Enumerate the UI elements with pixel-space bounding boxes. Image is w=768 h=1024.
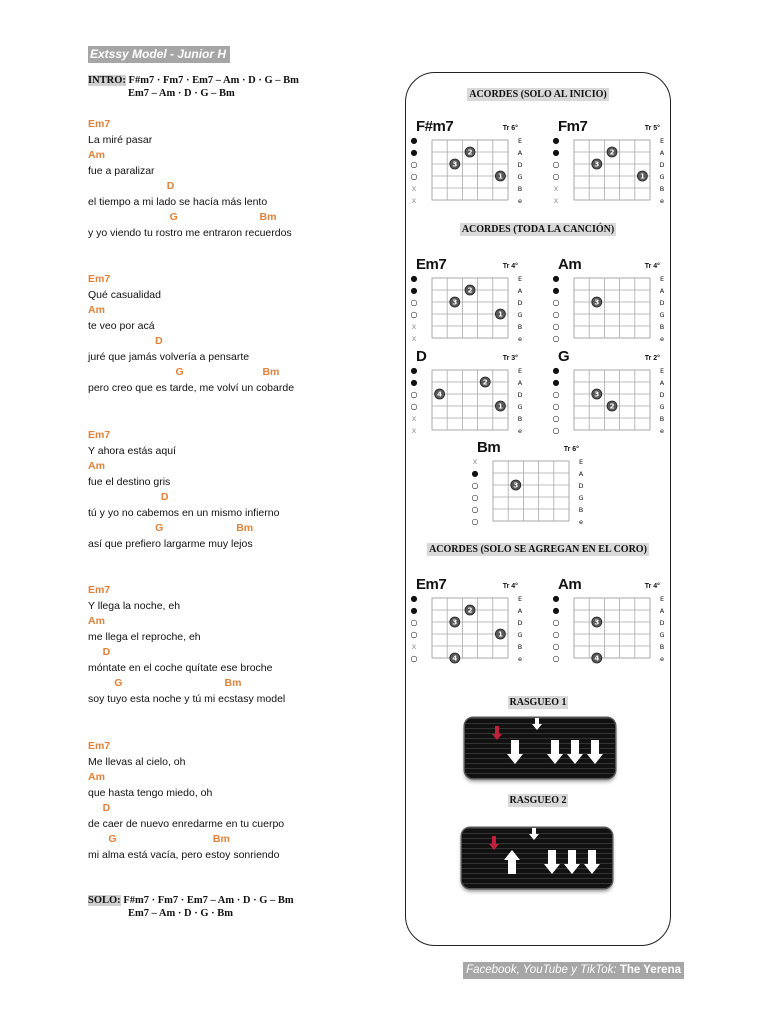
chord-fret-position: Tr 6° (502, 125, 518, 132)
lyric-line: soy tuyo esta noche y tú mi ecstasy model (88, 692, 286, 705)
string-name: e (518, 197, 522, 205)
string-status: ○ (552, 298, 560, 307)
chord-name: Am (558, 256, 582, 273)
string-status: ○ (552, 654, 560, 663)
chord-fret-position: Tr 2° (644, 355, 660, 362)
intro-line-2: Em7 – Am · D · G – Bm (128, 88, 235, 99)
verse-3 (88, 428, 279, 552)
section-title-chorus: ACORDES (SOLO SE AGREGAN EN EL CORO) (429, 544, 647, 555)
chord-name: Am (558, 576, 582, 593)
chord-label: Em7 (88, 273, 111, 285)
chord-name: Fm7 (558, 118, 588, 135)
finger-number: 1 (497, 310, 503, 319)
finger-number: 3 (594, 618, 600, 627)
strum-pattern-2 (462, 828, 612, 888)
lyric-line: Qué casualidad (88, 288, 161, 301)
string-name: G (659, 173, 665, 181)
string-status: ● (410, 366, 418, 375)
string-name: B (578, 506, 584, 514)
string-name: B (659, 323, 665, 331)
string-status: ○ (471, 481, 479, 490)
string-name: G (578, 494, 584, 502)
down-strum-arrow-icon (587, 740, 603, 764)
string-name: B (659, 185, 665, 193)
string-status: ○ (552, 630, 560, 639)
intro-line-1: F#m7 · Fm7 · Em7 – Am · D · G – Bm (125, 75, 299, 86)
string-name: B (517, 323, 523, 331)
string-name: D (659, 299, 665, 307)
down-strum-arrow-icon (547, 740, 563, 764)
lyric-line: pero creo que es tarde, me volví un cobarde (88, 381, 295, 394)
string-status: ● (410, 136, 418, 145)
string-name: E (517, 595, 523, 603)
chord-label: G Bm (88, 211, 277, 223)
section-title-intro: ACORDES (SOLO AL INICIO) (469, 89, 607, 100)
finger-number: 2 (609, 148, 615, 157)
string-name: A (659, 607, 665, 615)
string-name: D (659, 619, 665, 627)
small-arrow-icon (529, 828, 539, 840)
verse-2 (88, 272, 294, 396)
chord-label: Em7 (88, 584, 111, 596)
string-status: x (411, 184, 417, 193)
string-name: D (578, 482, 584, 490)
string-status: ● (552, 136, 560, 145)
string-name: e (660, 197, 664, 205)
chord-diagram-d (408, 350, 528, 440)
song-title: Extssy Model - Junior H (88, 46, 230, 63)
string-name: E (659, 367, 665, 375)
string-name: G (517, 311, 523, 319)
chord-label: G Bm (88, 677, 242, 689)
string-status: ○ (410, 402, 418, 411)
finger-number: 4 (594, 654, 600, 663)
fretboard (550, 134, 670, 210)
chord-fret-position: Tr 6° (563, 446, 579, 453)
lyric-line: así que prefiero largarme muy lejos (88, 537, 253, 550)
string-status: ○ (471, 505, 479, 514)
chord-fret-position: Tr 4° (644, 583, 660, 590)
string-status: x (472, 457, 478, 466)
string-name: E (517, 367, 523, 375)
string-name: E (659, 595, 665, 603)
string-status: ● (410, 148, 418, 157)
chord-fret-position: Tr 5° (644, 125, 660, 132)
solo-label: SOLO: (88, 895, 121, 906)
chord-label: Am (88, 304, 105, 316)
string-name: A (659, 149, 665, 157)
footer-platforms: Facebook, YouTube y TikTok: (466, 964, 617, 976)
string-status: ○ (552, 426, 560, 435)
lyric-line: fue a paralizar (88, 164, 155, 177)
lyric-line: juré que jamás volvería a pensarte (88, 350, 250, 363)
lyric-line: fue el destino gris (88, 475, 171, 488)
fretboard (408, 592, 528, 668)
string-name: A (517, 607, 523, 615)
down-strum-arrow-icon (564, 850, 580, 874)
down-strum-arrow-icon (567, 740, 583, 764)
string-status: ● (552, 378, 560, 387)
finger-number: 1 (497, 172, 503, 181)
fretboard (469, 455, 589, 531)
finger-number: 4 (452, 654, 458, 663)
fretboard (550, 364, 670, 440)
string-name: e (518, 655, 522, 663)
finger-number: 2 (609, 402, 615, 411)
chord-fret-position: Tr 4° (644, 263, 660, 270)
chord-diagram-fsm7 (408, 120, 528, 210)
footer-credit (463, 962, 684, 979)
string-status: x (411, 642, 417, 651)
chord-label: Am (88, 460, 105, 472)
string-status: ○ (552, 334, 560, 343)
string-name: B (517, 415, 523, 423)
string-name: G (659, 403, 665, 411)
chord-label: G Bm (88, 366, 280, 378)
finger-number: 2 (467, 286, 473, 295)
string-status: x (553, 196, 559, 205)
string-name: E (659, 137, 665, 145)
chord-label: Am (88, 771, 105, 783)
lyric-line: y yo viendo tu rostro me entraron recuerdos (88, 226, 292, 239)
lyric-line: Y ahora estás aquí (88, 444, 176, 457)
finger-number: 2 (467, 148, 473, 157)
lyric-line: Y llega la noche, eh (88, 599, 181, 612)
lyric-line: La miré pasar (88, 133, 153, 146)
chord-label: Em7 (88, 118, 111, 130)
lyric-line: de caer de nuevo enredarme en tu cuerpo (88, 817, 285, 830)
lead-in-arrow-icon (492, 726, 502, 740)
down-strum-arrow-icon (507, 740, 523, 764)
string-name: e (518, 427, 522, 435)
string-name: E (659, 275, 665, 283)
chord-label: D (88, 802, 111, 814)
string-status: ○ (410, 390, 418, 399)
finger-number: 3 (594, 298, 600, 307)
lead-in-arrow-icon (489, 836, 499, 850)
string-name: A (659, 287, 665, 295)
finger-number: 2 (467, 606, 473, 615)
finger-number: 3 (594, 160, 600, 169)
fretboard (550, 272, 670, 348)
lyric-line: mi alma está vacía, pero estoy sonriendo (88, 848, 280, 861)
chord-name: D (416, 348, 427, 365)
chord-name: Em7 (416, 576, 447, 593)
string-name: e (518, 335, 522, 343)
chord-name: Em7 (416, 256, 447, 273)
string-status: ● (410, 286, 418, 295)
lyric-line: me llega el reproche, eh (88, 630, 201, 643)
finger-number: 1 (497, 402, 503, 411)
string-status: x (411, 334, 417, 343)
string-status: ○ (552, 160, 560, 169)
up-strum-arrow-icon (504, 850, 520, 874)
finger-number: 2 (482, 378, 488, 387)
string-status: ○ (410, 310, 418, 319)
string-status: x (553, 184, 559, 193)
string-name: E (517, 137, 523, 145)
lyric-line: que hasta tengo miedo, oh (88, 786, 213, 799)
chord-name: Bm (477, 439, 501, 456)
string-status: ○ (552, 402, 560, 411)
string-status: x (411, 322, 417, 331)
string-name: A (659, 379, 665, 387)
fretboard (408, 272, 528, 348)
solo-progression (88, 894, 294, 920)
lyric-line: tú y yo no cabemos en un mismo infierno (88, 506, 280, 519)
verse-5 (88, 739, 284, 863)
finger-number: 3 (452, 298, 458, 307)
string-name: A (578, 470, 584, 478)
string-name: D (659, 391, 665, 399)
string-name: A (517, 379, 523, 387)
intro-label: INTRO: (88, 75, 126, 86)
finger-number: 1 (639, 172, 645, 181)
string-name: D (517, 161, 523, 169)
string-name: G (517, 403, 523, 411)
string-status: x (411, 414, 417, 423)
chord-diagram-bm (469, 441, 589, 531)
string-name: A (517, 287, 523, 295)
chord-diagram-fm7 (550, 120, 670, 210)
finger-number: 1 (497, 630, 503, 639)
footer-brand: The Yerena (616, 964, 681, 976)
lyric-line: te veo por acá (88, 319, 155, 332)
down-strum-arrow-icon (544, 850, 560, 874)
string-status: ○ (410, 172, 418, 181)
string-status: ○ (552, 618, 560, 627)
section-title-strum-1: RASGUEO 1 (509, 697, 567, 708)
string-status: ○ (552, 642, 560, 651)
string-name: D (517, 391, 523, 399)
chord-label: Em7 (88, 740, 111, 752)
section-title-strum-2: RASGUEO 2 (509, 795, 567, 806)
string-status: ● (410, 606, 418, 615)
strum-pattern-1 (465, 718, 615, 778)
solo-line-1: F#m7 · Fm7 · Em7 – Am · D · G – Bm (120, 895, 294, 906)
finger-number: 3 (452, 618, 458, 627)
solo-line-2: Em7 – Am · D · G · Bm (128, 908, 234, 919)
string-status: ● (552, 594, 560, 603)
string-status: ● (410, 378, 418, 387)
string-name: D (517, 299, 523, 307)
string-status: ● (410, 594, 418, 603)
chord-label: Am (88, 615, 105, 627)
lyric-line: Me llevas al cielo, oh (88, 755, 186, 768)
fretboard (408, 134, 528, 210)
string-name: G (659, 631, 665, 639)
string-name: D (659, 161, 665, 169)
string-name: G (517, 173, 523, 181)
chord-label: Em7 (88, 429, 111, 441)
string-status: ● (471, 469, 479, 478)
string-name: B (659, 643, 665, 651)
string-status: ○ (552, 390, 560, 399)
chord-fret-position: Tr 3° (502, 355, 518, 362)
string-name: E (578, 458, 584, 466)
string-name: E (517, 275, 523, 283)
string-name: B (517, 643, 523, 651)
lyric-line: el tiempo a mi lado se hacía más lento (88, 195, 268, 208)
string-status: ● (410, 274, 418, 283)
chord-name: F#m7 (416, 118, 454, 135)
string-name: D (517, 619, 523, 627)
string-name: B (517, 185, 523, 193)
finger-number: 3 (452, 160, 458, 169)
string-name: A (517, 149, 523, 157)
string-status: ○ (552, 414, 560, 423)
string-status: ○ (410, 160, 418, 169)
chord-diagram-am-chorus (550, 578, 670, 668)
chord-label: D (88, 646, 111, 658)
verse-1 (88, 117, 292, 241)
chord-fret-position: Tr 4° (502, 263, 518, 270)
string-name: e (660, 427, 664, 435)
string-status: ○ (410, 298, 418, 307)
string-status: ● (552, 286, 560, 295)
string-status: ● (552, 366, 560, 375)
fretboard (408, 364, 528, 440)
small-arrow-icon (532, 718, 542, 730)
chord-label: G Bm (88, 833, 230, 845)
string-status: x (411, 426, 417, 435)
down-strum-arrow-icon (584, 850, 600, 874)
string-status: ● (552, 274, 560, 283)
intro-progression (88, 74, 299, 100)
string-name: G (659, 311, 665, 319)
chord-label: G Bm (88, 522, 254, 534)
string-name: G (517, 631, 523, 639)
string-name: B (659, 415, 665, 423)
chord-label: D (88, 491, 169, 503)
finger-number: 3 (513, 481, 519, 490)
string-status: ○ (552, 172, 560, 181)
string-status: ○ (471, 517, 479, 526)
chord-label: D (88, 335, 163, 347)
string-status: ○ (552, 322, 560, 331)
string-status: ● (552, 606, 560, 615)
finger-number: 3 (594, 390, 600, 399)
string-status: x (411, 196, 417, 205)
chord-fret-position: Tr 4° (502, 583, 518, 590)
chord-name: G (558, 348, 570, 365)
string-name: e (579, 518, 583, 526)
string-status: ● (552, 148, 560, 157)
string-status: ○ (410, 630, 418, 639)
chord-diagram-em7-chorus (408, 578, 528, 668)
string-name: e (660, 655, 664, 663)
section-title-all: ACORDES (TODA LA CANCIÓN) (461, 224, 615, 235)
verse-4 (88, 583, 285, 707)
string-status: ○ (471, 493, 479, 502)
string-status: ○ (552, 310, 560, 319)
fretboard (550, 592, 670, 668)
lyric-line: móntate en el coche quítate ese broche (88, 661, 273, 674)
string-name: e (660, 335, 664, 343)
chord-label: D (88, 180, 175, 192)
chord-diagram-em7 (408, 258, 528, 348)
finger-number: 4 (437, 390, 443, 399)
string-status: ○ (410, 654, 418, 663)
string-status: ○ (410, 618, 418, 627)
chord-diagram-am (550, 258, 670, 348)
chord-diagram-g (550, 350, 670, 440)
chord-label: Am (88, 149, 105, 161)
